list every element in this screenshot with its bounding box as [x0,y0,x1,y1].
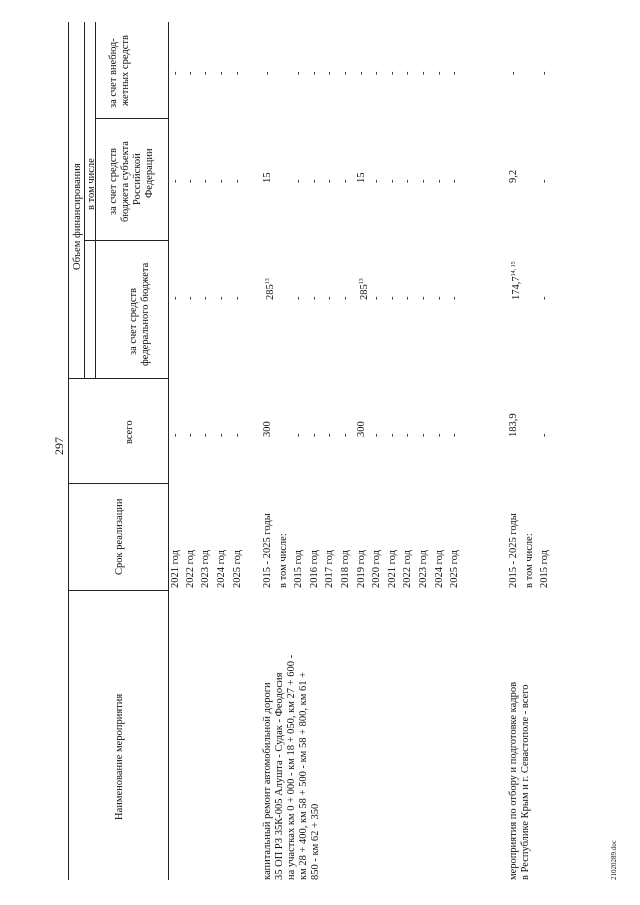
table-cell-reg: - [371,179,383,183]
table-cell-fed: $285^{13}$ [265,278,276,300]
table-cell-term: 2020 год [371,550,383,588]
table-cell-term: 2017 год [324,550,336,588]
header-separator-2 [68,483,168,484]
table-cell-total: - [340,433,351,437]
table-cell-total: - [324,433,336,437]
table-cell-fed: 174,7$^{14, 15}$ [511,261,522,300]
table-cell-total: - [386,433,398,437]
table-cell-term: 2021 год [386,550,398,588]
table-cell-ext: - [386,71,398,75]
table-cell-reg: 15 [355,172,367,183]
table-cell-reg: - [324,179,336,183]
table-cell-total: - [308,433,320,437]
table-cell-reg: - [449,179,461,183]
table-cell-total: 300 [355,421,367,437]
table-cell-total: - [433,433,445,437]
table-cell-ext: - [539,71,551,75]
table-cell-term: 2015 год [539,550,551,588]
table-cell-fed: - [324,296,336,300]
table-cell-ext: - [262,71,273,75]
header-including: в том числе [86,158,97,210]
footer-file-name: 21020289.doc [610,840,618,880]
table-cell-ext: - [324,71,336,75]
table-row: 2024 год [216,550,227,588]
table-cell-ext: - [308,71,320,75]
footnote-mark: 14, 15 [511,261,517,277]
table-row: 2022 год [185,550,196,588]
table-row: 2025 год [232,550,243,588]
table-cell-ext: - [418,71,429,75]
table-cell-term: 2023 год [418,550,429,588]
table-cell-reg: 9,2 [508,169,519,183]
table-cell-total: - [539,433,551,437]
table-cell-total: - [402,433,414,437]
table-cell-fed: - [449,296,461,300]
header-term: Срок реализации [114,498,125,575]
table-cell-term: 2025 год [449,550,461,588]
table-cell-term: 2015 - 2025 годы [262,513,273,588]
table-cell-total: - [293,433,305,437]
table-cell-fed: - [386,296,398,300]
header-volume: Объем финансирования [72,163,83,270]
table-cell-term: 2016 год [308,550,320,588]
table-cell-reg: - [539,179,551,183]
table-cell-reg: - [386,179,398,183]
table-cell-fed: - [308,296,320,300]
table-row: 2021 год [170,550,181,588]
table-cell-ext: - [402,71,414,75]
table-cell-term: 2015 год [293,550,305,588]
table-cell-ext: - [449,71,461,75]
table-cell-term: 2022 год [402,550,414,588]
footnote-mark: 13 [358,278,365,285]
table-cell-fed: - [418,296,429,300]
table-cell-reg: - [308,179,320,183]
table-cell-reg: - [402,179,414,183]
table-cell-reg: 15 [262,172,273,183]
table-cell-fed: - [433,296,445,300]
table-cell-ext: - [508,71,519,75]
table-cell-ext: - [371,71,383,75]
table-cell-reg: - [418,179,429,183]
table-cell-fed: - [340,296,351,300]
table-cell-term: 2015 - 2025 годы [508,513,519,588]
table-cell-reg: - [340,179,351,183]
table-cell-total: - [418,433,429,437]
table-cell-ext: - [340,71,351,75]
header-name: Наименование мероприятия [114,693,125,820]
table-cell-term: 2018 год [340,550,351,588]
header-bottom [168,22,169,880]
table-cell-total: 183,9 [508,413,519,437]
footnote-mark: 13 [265,278,271,285]
table-cell-reg: - [293,179,305,183]
table-cell-ext: - [293,71,305,75]
table-cell-fed: - [539,296,551,300]
table-cell-fed: - [402,296,414,300]
table-border-left [68,22,69,880]
table-cell-term: 2019 год [355,550,367,588]
header-separator-volume [84,22,85,378]
table-cell-fed: - [293,296,305,300]
table-cell-ext: - [433,71,445,75]
table-cell-total: 300 [262,421,273,437]
page-number: 297 [52,437,66,455]
header-separator-3 [68,378,168,379]
table-cell-fed: - [371,296,383,300]
table-cell-ext: - [355,71,367,75]
header-separator-4 [84,240,168,241]
table-cell-reg: - [433,179,445,183]
table-cell-total: - [449,433,461,437]
table-cell-fed: $285^{13}$ [358,278,370,300]
table-row: 2023 год [200,550,211,588]
header-total: всего [124,420,135,444]
header-separator-5 [95,118,168,119]
header-separator-1 [68,590,168,591]
table-cell-term: 2024 год [433,550,445,588]
table-cell-term: в том числе: [523,533,535,588]
table-cell-term: в том числе: [277,533,289,588]
table-cell-total: - [371,433,383,437]
